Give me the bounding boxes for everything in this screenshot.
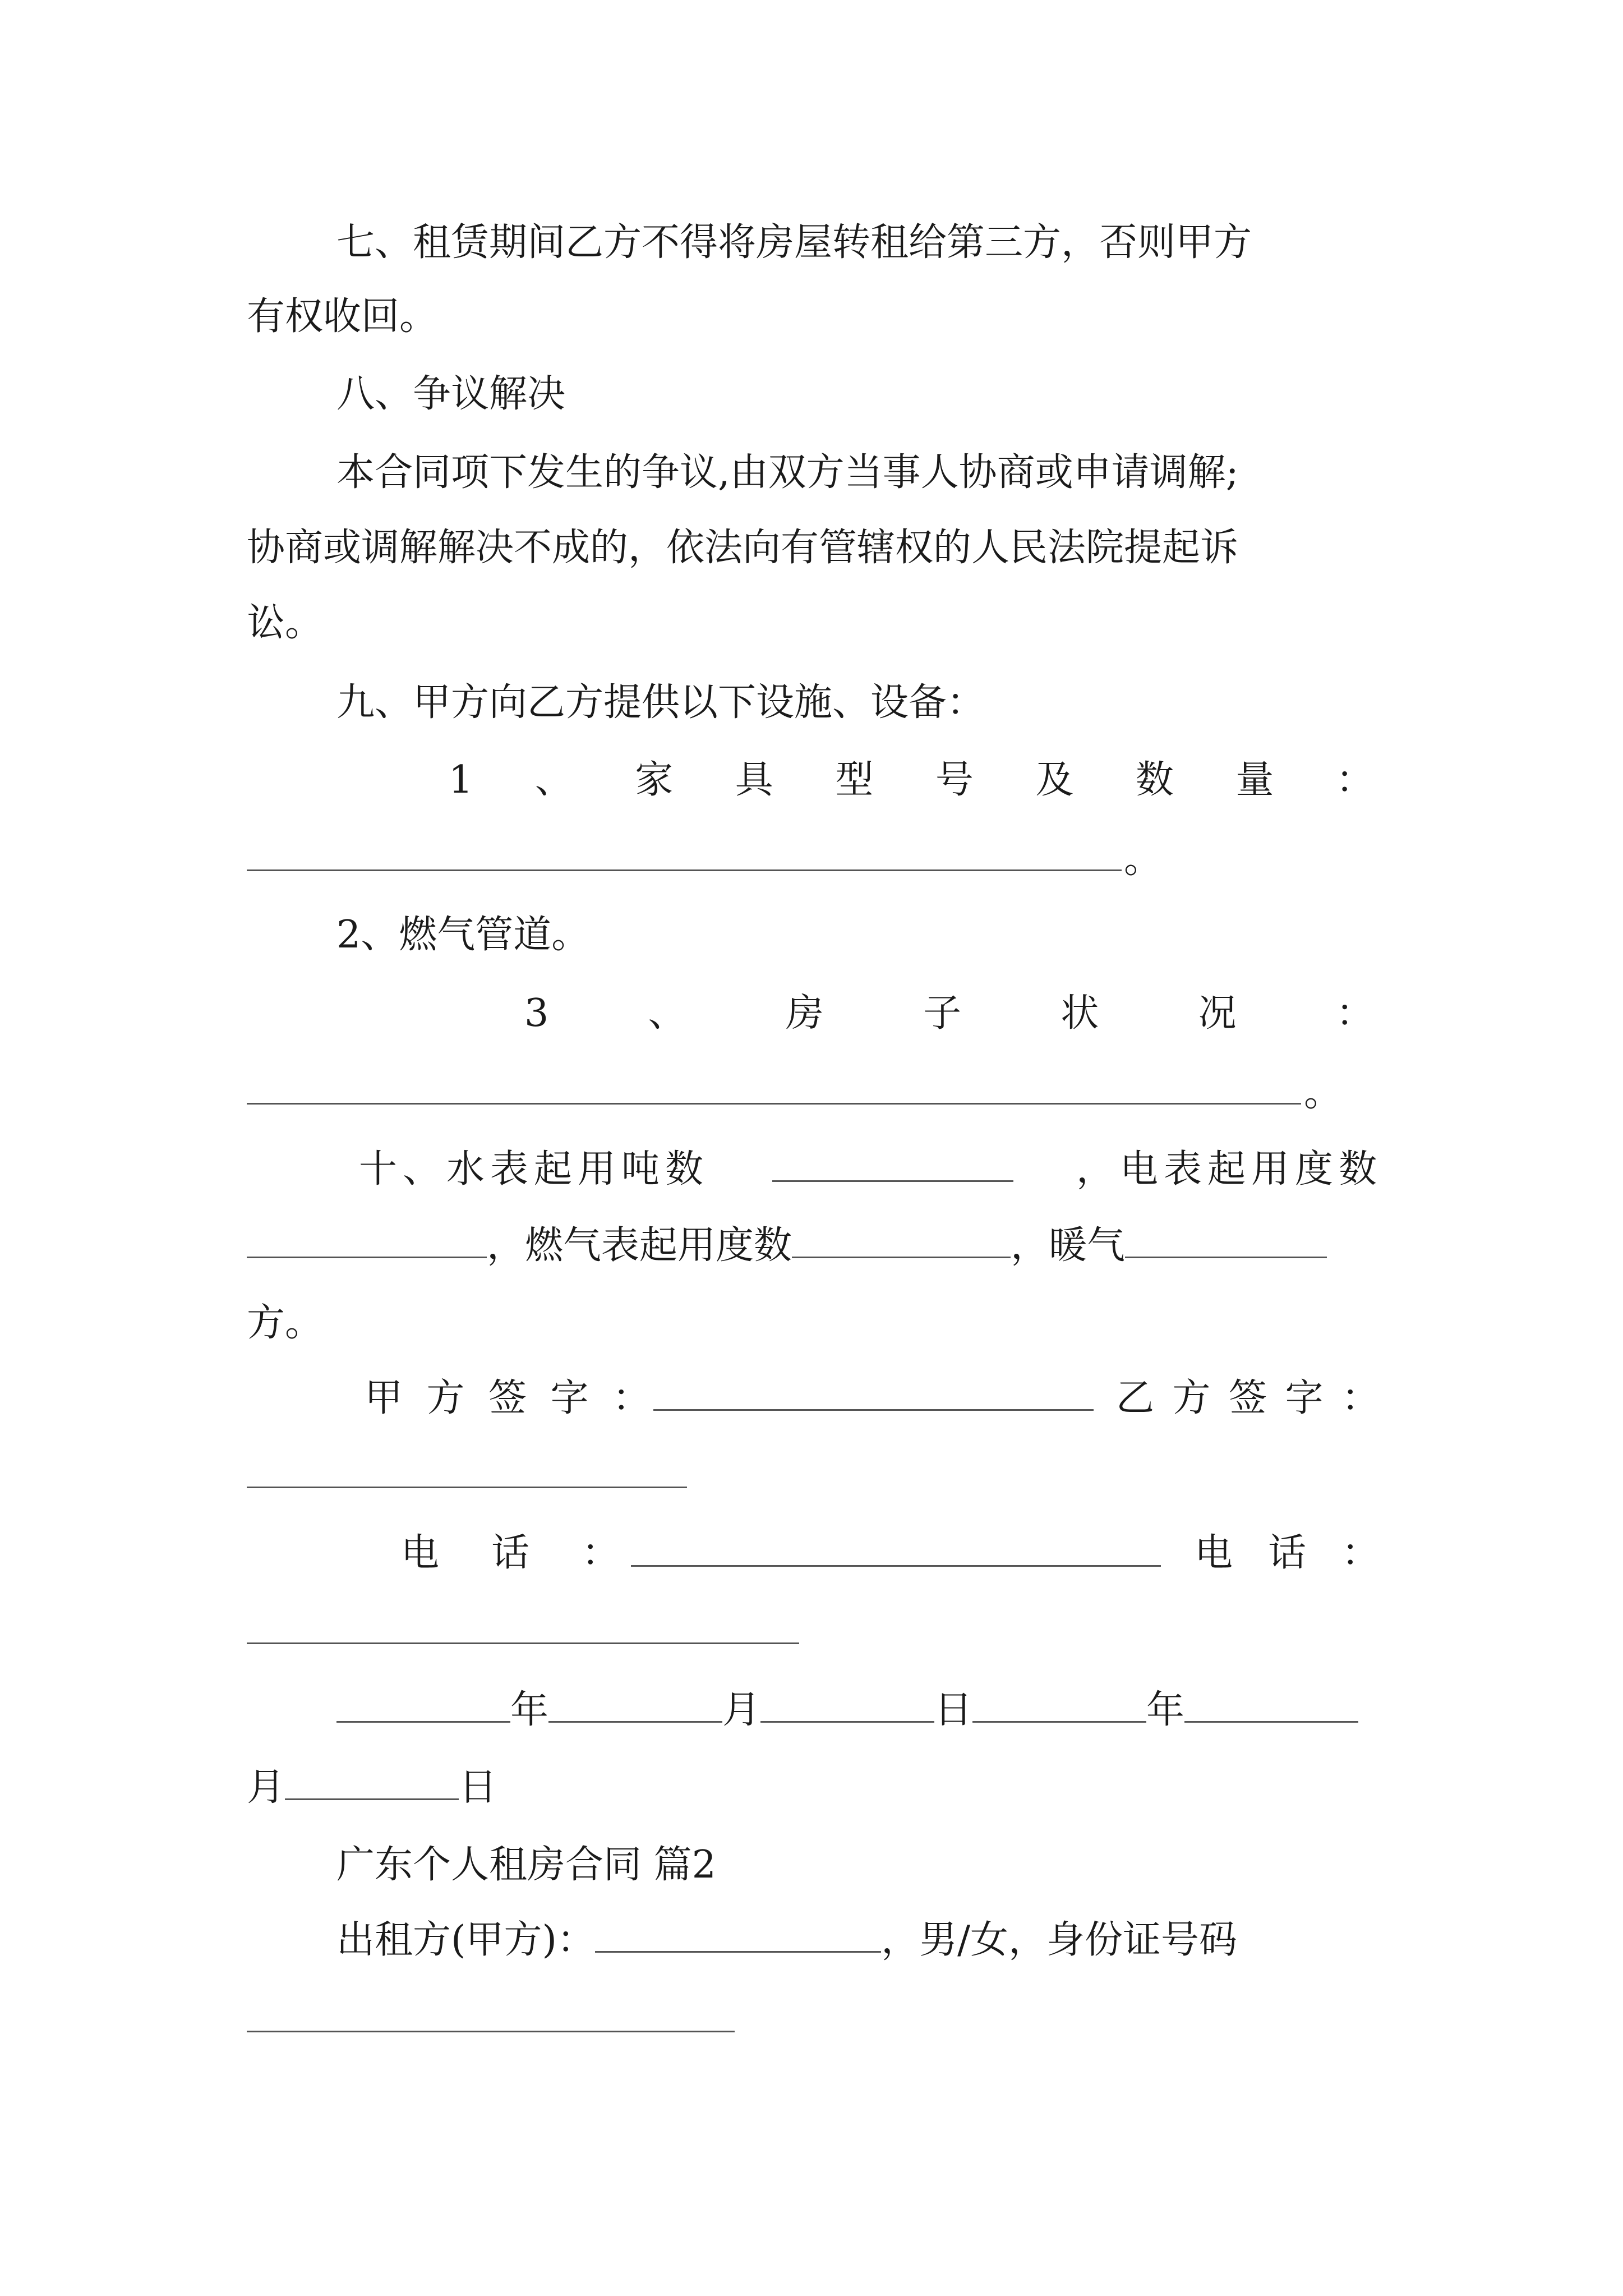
char: 乙 — [1116, 1376, 1155, 1420]
month-a-blank[interactable] — [548, 1690, 722, 1723]
char: 电 — [401, 1531, 440, 1575]
char: 型 — [835, 758, 874, 802]
lessor-name-blank[interactable] — [595, 1920, 881, 1953]
day-a-blank[interactable] — [760, 1690, 934, 1723]
gas-meter-label: ，燃气表起用度数 — [487, 1223, 792, 1268]
char: 况 — [1198, 991, 1237, 1036]
water-meter-blank[interactable] — [772, 1149, 1013, 1182]
char: 及 — [1035, 758, 1074, 802]
char: 具 — [735, 758, 773, 802]
furniture-end-mark: 。 — [1124, 838, 1163, 882]
month-b-label: 月 — [247, 1765, 285, 1810]
char: 号 — [935, 758, 974, 802]
char: 字 — [1285, 1376, 1324, 1420]
party-b-sign-blank[interactable] — [247, 1487, 687, 1488]
char: 量 — [1235, 758, 1274, 802]
day-a-label: 日 — [934, 1688, 973, 1732]
party-b-sign-label — [1116, 1373, 1380, 1424]
char: 方 — [426, 1376, 465, 1420]
clause-7-text: 七、租赁期间乙方不得将房屋转租给第三方，否则甲方 — [336, 220, 1252, 265]
char: 状 — [1061, 991, 1099, 1036]
char: 话 — [491, 1531, 529, 1575]
year-b-blank[interactable] — [972, 1690, 1146, 1723]
clause-7-line-2: 有权收回。 — [247, 295, 438, 339]
char: ： — [612, 1376, 651, 1420]
lessor-line — [336, 1915, 1380, 1966]
water-meter-label: 十、水表起用吨数 — [359, 1147, 709, 1191]
char: ： — [1335, 991, 1374, 1036]
char: 、 — [534, 758, 573, 802]
party-a-phone-blank[interactable] — [631, 1565, 1161, 1567]
char: 签 — [488, 1376, 527, 1420]
char: 方 — [1172, 1376, 1211, 1420]
clause-8-line-2: 协商或调解解决不成的，依法向有管辖权的人民法院提起诉 — [247, 526, 1239, 570]
day-b-blank[interactable] — [285, 1767, 459, 1800]
char: 、 — [648, 991, 686, 1036]
char: 家 — [635, 758, 674, 802]
clause-8-line-1: 本合同项下发生的争议,由双方当事人协商或申请调解; — [336, 450, 1239, 495]
heating-blank[interactable] — [1125, 1225, 1327, 1258]
month-a-label: 月 — [722, 1688, 761, 1732]
char: ： — [1341, 1531, 1380, 1575]
clause-10-line-1 — [359, 1144, 1382, 1195]
year-a-blank[interactable] — [336, 1690, 510, 1723]
lessor-label: 出租方(甲方)： — [336, 1918, 596, 1962]
char: 数 — [1135, 758, 1174, 802]
lessor-id-blank[interactable] — [247, 2031, 735, 2032]
date-line-2 — [247, 1763, 497, 1813]
char: 1 — [449, 758, 473, 802]
year-a-label: 年 — [510, 1688, 549, 1732]
furniture-label-line — [449, 755, 1374, 806]
char: 房 — [785, 991, 824, 1036]
day-b-label: 日 — [459, 1765, 497, 1810]
heating-label: ，暖气 — [1011, 1223, 1126, 1268]
house-status-end-mark: 。 — [1304, 1071, 1343, 1115]
party-b-phone-blank[interactable] — [247, 1642, 799, 1644]
party-a-phone-label — [401, 1528, 620, 1579]
clause-8-heading: 八、争议解决 — [336, 372, 566, 416]
char: ： — [1335, 758, 1374, 802]
electric-meter-label: ，电表起用度数 — [1076, 1147, 1382, 1191]
char: 子 — [923, 991, 962, 1036]
char: ： — [1341, 1376, 1380, 1420]
month-b-blank-start[interactable] — [1184, 1690, 1358, 1723]
char: 甲 — [365, 1376, 403, 1420]
party-b-phone-label — [1195, 1528, 1380, 1579]
clause-7-line-1 — [336, 218, 1380, 268]
char: 3 — [524, 991, 549, 1036]
gas-pipe-line: 2、燃气管道。 — [336, 913, 590, 957]
clause-9-heading: 九、甲方向乙方提供以下设施、设备： — [336, 680, 985, 725]
date-line-1 — [336, 1685, 1385, 1736]
char: 话 — [1267, 1531, 1306, 1575]
char: 字 — [550, 1376, 589, 1420]
clause-8-line-3: 讼。 — [247, 601, 324, 645]
clause-10-line-2 — [247, 1221, 1380, 1271]
house-status-blank[interactable] — [247, 1103, 1301, 1105]
year-b-label: 年 — [1146, 1688, 1185, 1732]
house-status-label-line — [524, 988, 1374, 1039]
furniture-blank[interactable] — [247, 869, 1122, 871]
gas-meter-blank[interactable] — [792, 1225, 1011, 1258]
clause-10-line-3: 方。 — [247, 1301, 324, 1345]
char: 签 — [1228, 1376, 1267, 1420]
char: 电 — [1195, 1531, 1233, 1575]
electric-meter-blank[interactable] — [247, 1225, 487, 1258]
party-a-sign-label — [365, 1373, 651, 1424]
party-a-sign-blank[interactable] — [653, 1409, 1094, 1411]
lessor-gender-id-label: ，男/女，身份证号码 — [881, 1918, 1237, 1962]
section-heading: 广东个人租房合同 篇2 — [336, 1843, 716, 1887]
char: ： — [581, 1531, 620, 1575]
